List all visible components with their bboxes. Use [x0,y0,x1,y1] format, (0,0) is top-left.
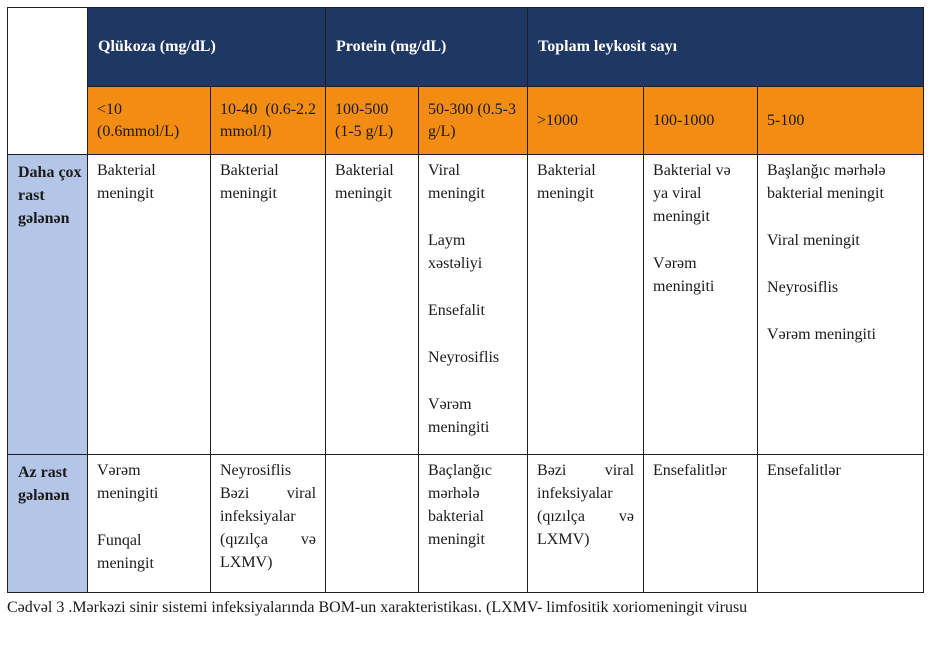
cell-entry: Funqal meningit [97,532,154,572]
cell-less-common-protein-mid [419,455,528,593]
subheader-protein-high: 100-500 (1-5 g/L) [326,87,419,155]
subheader-leukocyte-high: >1000 [528,87,644,155]
cell-less-common-glucose-low [88,455,211,593]
cell-more-common-leukocyte-high [528,155,644,455]
cell-less-common-glucose-mid [211,455,326,593]
cell-entry: Bakterial meningit [335,162,394,202]
cell-entry: Viral meningit [767,232,860,249]
cell-more-common-glucose-low [88,155,211,455]
cell-entry: Başlanğıc mərhələ bakterial meningit [767,162,886,202]
row-label-less-common: Az rast gələnən [8,455,88,593]
cell-more-common-leukocyte-low [758,155,924,455]
cell-entry: Vərəm meningiti [653,255,715,295]
subheader-protein-mid: 50-300 (0.5-3 g/L) [419,87,528,155]
cell-entry: Ensefalitlər [767,462,841,479]
cell-entry: Bakterial meningit [97,162,156,202]
table-caption: Cədvəl 3 .Mərkəzi sinir sistemi infeksiyalarında BOM-un xarakteristikası. (LXMV- limfositik xoriomeningit virusu [7,599,748,616]
protein-header: Protein (mg/dL) [326,8,528,87]
cell-entry: Ensefalitlər [653,462,727,479]
cell-entry: Vərəm meningiti [97,462,159,502]
corner-cell [8,8,88,155]
cell-more-common-glucose-mid [211,155,326,455]
cell-entry: Neyrosiflis Bəzi viral infeksiyalar (qızılça və LXMV) [220,462,317,571]
cell-more-common-leukocyte-mid [644,155,758,455]
leukocyte-header: Toplam leykosit sayı [528,8,924,87]
cell-entry: Bəzi viral infeksiyalar (qızılça və LXMV) [537,462,635,548]
cell-more-common-protein-mid [419,155,528,455]
cell-less-common-leukocyte-high [528,455,644,593]
cell-entry: Laym xəstəliyi [428,232,483,272]
subheader-glucose-mid: 10-40 (0.6-2.2 mmol/l) [211,87,326,155]
subheader-leukocyte-mid: 100-1000 [644,87,758,155]
cell-entry: Neyrosiflis [428,349,500,366]
cell-entry: Vərəm meningiti [428,396,490,436]
cell-entry: Ensefalit [428,302,485,319]
subheader-glucose-low: <10 (0.6mmol/L) [88,87,211,155]
cell-entry: Baçlanğıc mərhələ bakterial meningit [428,462,492,548]
cell-entry: Bakterial və ya viral meningit [653,162,731,225]
cell-less-common-leukocyte-mid [644,455,758,593]
csf-characteristics-table [7,7,924,593]
cell-entry: Vərəm meningiti [767,326,876,343]
cell-more-common-protein-high [326,155,419,455]
table-row-less-common [8,455,924,593]
cell-entry: Bakterial meningit [537,162,596,202]
cell-entry: Bakterial meningit [220,162,279,202]
cell-entry: Neyrosiflis [767,279,839,296]
glucose-header: Qlükoza (mg/dL) [88,8,326,87]
cell-less-common-leukocyte-low [758,455,924,593]
cell-entry: Viral meningit [428,162,485,202]
table-row-more-common [8,155,924,455]
row-label-more-common: Daha çox rast gələnən [8,155,88,455]
cell-less-common-protein-high [326,455,419,593]
subheader-leukocyte-low: 5-100 [758,87,924,155]
